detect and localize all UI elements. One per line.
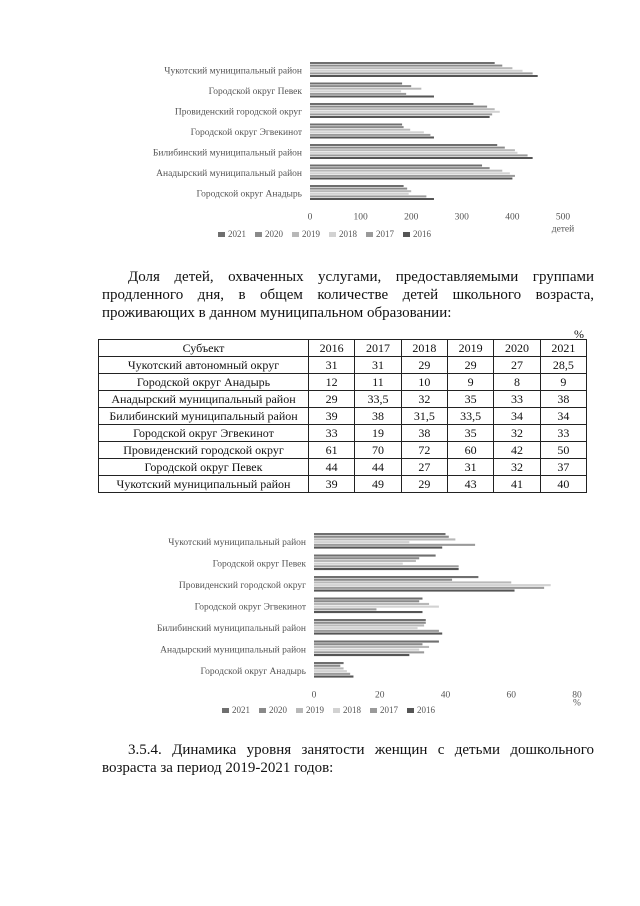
bar-2021: [310, 144, 497, 146]
bar-2017: [314, 651, 424, 653]
legend-item: [366, 229, 394, 239]
x-axis-unit: детей: [551, 224, 575, 235]
bar-2017: [314, 544, 475, 546]
legend-item: [329, 229, 357, 239]
legend-swatch: [292, 232, 299, 237]
bar-2018: [314, 606, 439, 608]
bar-2017: [314, 587, 544, 589]
bar-2016: [314, 590, 515, 592]
bar-2020: [310, 65, 502, 67]
x-tick-label: 0: [307, 212, 313, 223]
category-label: Провиденский городской округ: [178, 580, 306, 591]
bar-2020: [314, 557, 419, 559]
row-value-cell: 50: [540, 442, 586, 459]
header-cell: 2020: [494, 340, 540, 357]
chart1-legend: [218, 229, 440, 239]
bar-2016: [310, 75, 538, 77]
bar-2020: [310, 147, 505, 149]
row-value-cell: 41: [494, 476, 540, 493]
legend-label: 2018: [339, 229, 357, 239]
bar-2016: [310, 137, 434, 139]
bar-2018: [314, 627, 418, 629]
table-row: [99, 442, 587, 459]
bar-2021: [310, 83, 402, 85]
table-row: [99, 459, 587, 476]
bar-2016: [314, 547, 442, 549]
x-tick-label: 80: [572, 690, 582, 701]
header-cell: 2018: [401, 340, 447, 357]
category-label: Чукотский муниципальный район: [168, 537, 306, 548]
bar-2018: [314, 541, 409, 543]
table-header-row: [99, 340, 587, 357]
bar-2021: [314, 533, 446, 535]
row-value-cell: 40: [540, 476, 586, 493]
category-label: Городской округ Певек: [212, 559, 306, 570]
legend-label: 2021: [232, 705, 250, 715]
bar-2018: [310, 172, 510, 174]
bar-2019: [310, 88, 421, 90]
bar-2017: [314, 673, 350, 675]
bar-2016: [310, 116, 490, 118]
bar-2019: [314, 646, 429, 648]
paragraph-share-description: [102, 268, 594, 322]
bar-2018: [310, 70, 523, 72]
row-value-cell: 32: [401, 391, 447, 408]
row-value-cell: 31: [309, 357, 355, 374]
category-label: Провиденский городской округ: [174, 107, 302, 118]
row-value-cell: 28,5: [540, 357, 586, 374]
row-value-cell: 37: [540, 459, 586, 476]
header-cell: 2017: [355, 340, 401, 357]
row-value-cell: 8: [494, 374, 540, 391]
bar-2020: [310, 106, 487, 108]
row-value-cell: 70: [355, 442, 401, 459]
bar-2021: [310, 62, 495, 64]
bar-2019: [314, 560, 416, 562]
bar-2016: [314, 676, 353, 678]
legend-item: [222, 705, 250, 715]
category-label: Городской округ Анадырь: [196, 189, 302, 200]
bar-2020: [314, 579, 452, 581]
row-value-cell: 44: [355, 459, 401, 476]
row-value-cell: 27: [401, 459, 447, 476]
legend-swatch: [370, 708, 377, 713]
bar-2021: [314, 662, 344, 664]
legend-swatch: [255, 232, 262, 237]
bar-2019: [314, 667, 344, 669]
bar-2018: [310, 90, 401, 92]
row-value-cell: 12: [309, 374, 355, 391]
table-row: [99, 357, 587, 374]
legend-item: [333, 705, 361, 715]
bar-2021: [310, 103, 473, 105]
category-label: Чукотский муниципальный район: [164, 66, 302, 77]
x-axis-unit: %: [573, 698, 581, 709]
category-label: Анадырский муниципальный район: [160, 645, 306, 656]
bar-2021: [314, 576, 478, 578]
row-value-cell: 39: [309, 408, 355, 425]
category-label: Городской округ Певек: [208, 86, 302, 97]
legend-label: 2020: [269, 705, 287, 715]
legend-item: [407, 705, 435, 715]
bar-2021: [314, 619, 426, 621]
legend-item: [403, 229, 431, 239]
bar-2020: [314, 622, 426, 624]
bar-2021: [314, 555, 436, 557]
bar-2020: [310, 85, 411, 87]
row-subject-cell: Провиденский городской округ: [99, 442, 309, 459]
bar-2020: [310, 167, 490, 169]
bar-2019: [310, 149, 515, 151]
chart2-legend: [222, 705, 444, 715]
row-value-cell: 43: [447, 476, 493, 493]
row-value-cell: 33,5: [355, 391, 401, 408]
bar-2016: [310, 96, 434, 98]
bar-2017: [310, 134, 430, 136]
table-row: [99, 391, 587, 408]
bar-2016: [314, 611, 422, 613]
share-table: [98, 339, 587, 493]
bar-2018: [314, 649, 419, 651]
legend-swatch: [403, 232, 410, 237]
row-value-cell: 44: [309, 459, 355, 476]
legend-item: [255, 229, 283, 239]
bar-2021: [314, 641, 439, 643]
table-row: [99, 476, 587, 493]
legend-label: 2019: [306, 705, 324, 715]
legend-swatch: [259, 708, 266, 713]
row-value-cell: 49: [355, 476, 401, 493]
bar-2019: [310, 190, 411, 192]
bar-2019: [314, 581, 511, 583]
row-subject-cell: Городской округ Анадырь: [99, 374, 309, 391]
bar-2018: [310, 111, 500, 113]
row-value-cell: 32: [494, 425, 540, 442]
bar-2019: [310, 108, 495, 110]
row-value-cell: 31,5: [401, 408, 447, 425]
section-heading: [102, 741, 594, 777]
bar-2019: [314, 538, 455, 540]
row-value-cell: 33: [494, 391, 540, 408]
legend-item: [218, 229, 246, 239]
bar-2018: [310, 193, 409, 195]
bar-2021: [314, 598, 422, 600]
row-value-cell: 29: [447, 357, 493, 374]
x-tick-label: 60: [506, 690, 516, 701]
bar-2019: [310, 129, 410, 131]
row-value-cell: 27: [494, 357, 540, 374]
table-row: [99, 374, 587, 391]
bar-2017: [310, 72, 533, 74]
legend-label: 2018: [343, 705, 361, 715]
bar-2017: [314, 630, 439, 632]
row-value-cell: 35: [447, 425, 493, 442]
bar-2016: [310, 178, 512, 180]
category-label: Билибинский муниципальный район: [152, 148, 302, 159]
legend-label: 2020: [265, 229, 283, 239]
row-value-cell: 33: [540, 425, 586, 442]
category-label: Городской округ Эгвекинот: [190, 127, 302, 138]
bar-2020: [314, 643, 422, 645]
row-subject-cell: Городской округ Эгвекинот: [99, 425, 309, 442]
legend-swatch: [333, 708, 340, 713]
x-tick-label: 100: [353, 212, 368, 223]
x-tick-label: 0: [311, 690, 317, 701]
row-value-cell: 9: [540, 374, 586, 391]
row-value-cell: 42: [494, 442, 540, 459]
row-value-cell: 33,5: [447, 408, 493, 425]
legend-swatch: [222, 708, 229, 713]
bar-2020: [310, 126, 404, 128]
legend-label: 2019: [302, 229, 320, 239]
row-value-cell: 9: [447, 374, 493, 391]
row-value-cell: 60: [447, 442, 493, 459]
bar-2018: [310, 131, 424, 133]
row-value-cell: 29: [309, 391, 355, 408]
bar-2019: [314, 624, 424, 626]
row-value-cell: 61: [309, 442, 355, 459]
x-tick-label: 20: [375, 690, 385, 701]
category-label: Городской округ Эгвекинот: [194, 602, 306, 613]
x-tick-label: 400: [505, 212, 520, 223]
bar-2021: [310, 165, 482, 167]
row-subject-cell: Анадырский муниципальный район: [99, 391, 309, 408]
bar-2016: [314, 633, 442, 635]
bar-2021: [310, 185, 404, 187]
legend-label: 2021: [228, 229, 246, 239]
bar-2017: [310, 113, 492, 115]
row-value-cell: 11: [355, 374, 401, 391]
legend-swatch: [296, 708, 303, 713]
row-value-cell: 38: [401, 425, 447, 442]
bar-2019: [310, 67, 512, 69]
header-cell: 2016: [309, 340, 355, 357]
row-value-cell: 32: [494, 459, 540, 476]
legend-swatch: [218, 232, 225, 237]
row-subject-cell: Билибинский муниципальный район: [99, 408, 309, 425]
bar-2018: [314, 584, 551, 586]
row-value-cell: 39: [309, 476, 355, 493]
section-text: 3.5.4. Динамика уровня занятости женщин с детьми дошкольного возраста за период 2019-2021 годов:: [102, 742, 594, 776]
row-value-cell: 33: [309, 425, 355, 442]
row-value-cell: 10: [401, 374, 447, 391]
row-value-cell: 72: [401, 442, 447, 459]
legend-swatch: [366, 232, 373, 237]
category-label: Билибинский муниципальный район: [156, 623, 306, 634]
x-tick-label: 500: [555, 212, 571, 223]
legend-item: [370, 705, 398, 715]
x-tick-label: 300: [454, 212, 469, 223]
bar-2019: [314, 603, 429, 605]
category-label: Городской округ Анадырь: [200, 666, 306, 677]
header-cell: 2019: [447, 340, 493, 357]
row-value-cell: 29: [401, 476, 447, 493]
x-tick-label: 40: [440, 690, 451, 701]
legend-label: 2017: [376, 229, 394, 239]
table-unit: %: [574, 327, 584, 341]
bar-2020: [314, 665, 340, 667]
bar-2016: [310, 157, 533, 159]
row-value-cell: 29: [401, 357, 447, 374]
header-cell: 2021: [540, 340, 586, 357]
bar-2017: [314, 565, 459, 567]
bar-2017: [310, 195, 426, 197]
row-value-cell: 31: [355, 357, 401, 374]
row-value-cell: 19: [355, 425, 401, 442]
legend-swatch: [329, 232, 336, 237]
bar-2021: [310, 124, 402, 126]
bar-2017: [310, 175, 515, 177]
row-value-cell: 31: [447, 459, 493, 476]
chart-share-percent: [0, 525, 640, 707]
bar-2016: [314, 654, 409, 656]
row-value-cell: 38: [355, 408, 401, 425]
table-row: [99, 425, 587, 442]
legend-item: [259, 705, 287, 715]
bar-2018: [310, 152, 517, 154]
bar-2019: [310, 170, 502, 172]
legend-item: [292, 229, 320, 239]
bar-2018: [314, 670, 347, 672]
bar-2016: [310, 198, 434, 200]
x-tick-label: 200: [404, 212, 419, 223]
legend-item: [296, 705, 324, 715]
row-value-cell: 34: [494, 408, 540, 425]
bar-2016: [314, 568, 459, 570]
legend-label: 2016: [413, 229, 431, 239]
bar-2020: [314, 600, 419, 602]
table-row: [99, 408, 587, 425]
row-subject-cell: Чукотский автономный округ: [99, 357, 309, 374]
row-subject-cell: Городской округ Певек: [99, 459, 309, 476]
header-cell: Субъект: [99, 340, 309, 357]
legend-swatch: [407, 708, 414, 713]
legend-label: 2016: [417, 705, 435, 715]
bar-2017: [310, 93, 406, 95]
row-value-cell: 34: [540, 408, 586, 425]
bar-2018: [314, 563, 403, 565]
bar-2017: [310, 154, 528, 156]
paragraph-text: Доля детей, охваченных услугами, предоставляемыми группами продленного дня, в общем количестве детей школьного возраста, проживающих в данном муниципальном образовании:: [102, 269, 594, 321]
bar-2020: [310, 188, 407, 190]
row-value-cell: 38: [540, 391, 586, 408]
chart2-svg: [0, 525, 640, 707]
bar-2020: [314, 536, 449, 538]
row-value-cell: 35: [447, 391, 493, 408]
bar-2017: [314, 608, 376, 610]
category-label: Анадырский муниципальный район: [156, 168, 302, 179]
legend-label: 2017: [380, 705, 398, 715]
row-subject-cell: Чукотский муниципальный район: [99, 476, 309, 493]
